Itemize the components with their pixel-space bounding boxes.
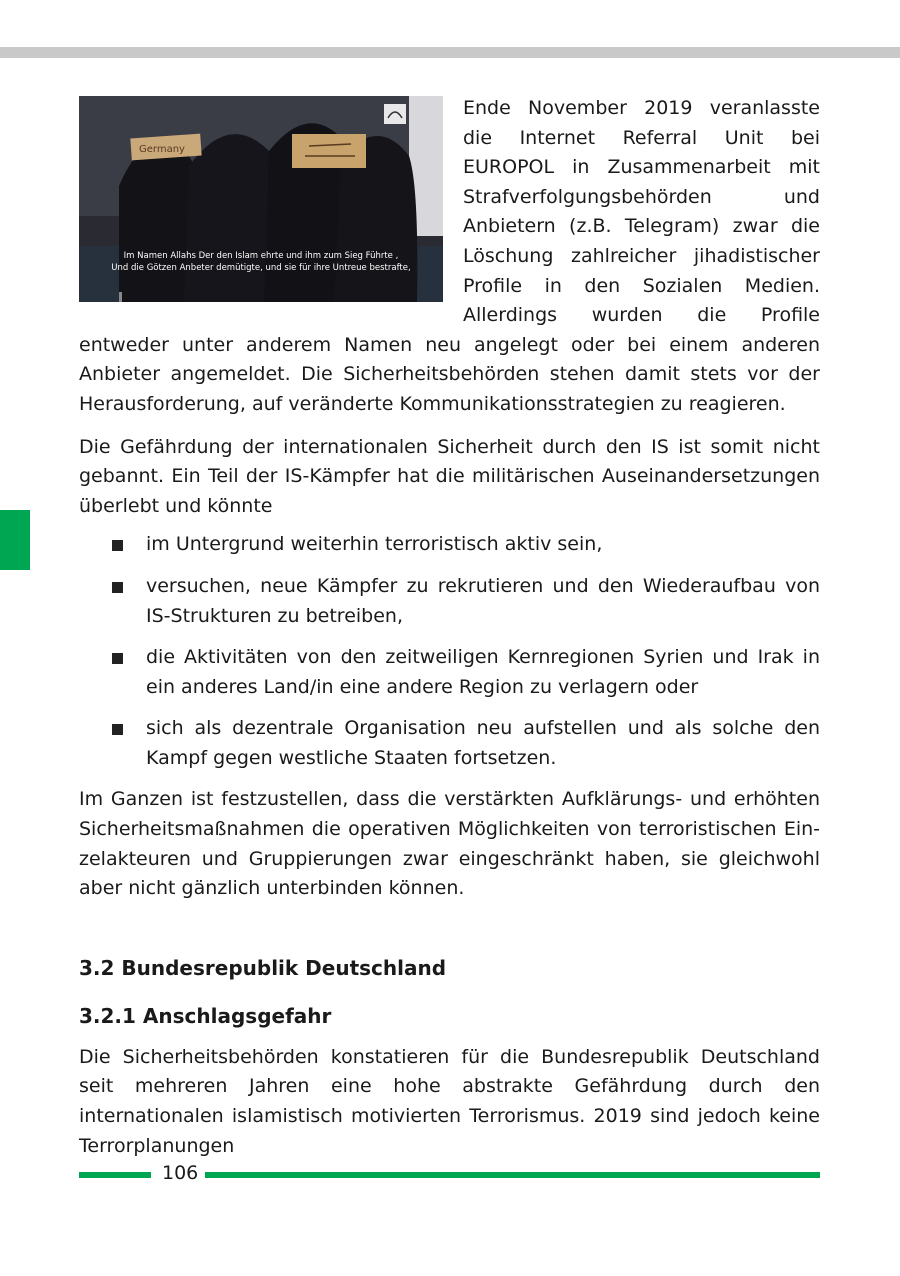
square-bullet-icon: [112, 582, 123, 593]
paragraph-gefaehrdung: Die Gefährdung der internationalen Sicherheit durch den IS ist somit nicht gebannt. Ein Teil der IS-Kämpfer hat die militärischen Auseinandersetzungen überlebt und könnte: [79, 435, 820, 517]
list-item-text: im Untergrund weiterhin terroristisch aktiv sein,: [146, 533, 603, 556]
chapter-side-tab: [0, 510, 30, 570]
caption-line-1: Im Namen Allahs Der den Islam ehrte und ihm zum Sieg Führte ,: [123, 251, 399, 261]
footer-line-right: [205, 1172, 820, 1178]
square-bullet-icon: [112, 724, 123, 735]
bullet-list: [79, 530, 820, 773]
section-heading: 3.2 Bundesrepublik Deutschland: [79, 955, 447, 980]
list-item: [79, 530, 820, 560]
list-item-text: sich als dezentrale Organisation neu aufstellen und als solche den Kampf gegen westliche Staaten fortsetzen.: [146, 717, 820, 769]
list-item: [79, 714, 820, 773]
list-item-text: die Aktivitäten von den zeitweiligen Kernregionen Syrien und Irak in ein anderes Land/in eine andere Region zu verlagern oder: [146, 646, 820, 698]
sign-left-text: Germany: [139, 144, 185, 155]
top-divider-bar: [0, 47, 900, 58]
list-item: [79, 572, 820, 631]
propaganda-photo: [79, 96, 443, 302]
paragraph-anschlagsgefahr: Die Sicherheitsbehörden konstatieren für die Bundesrepublik Deutschland seit mehreren Jahren eine hohe abstrakte Gefährdung durch den internationalen islamistisch motivierten Terrorismus. 2019 sind jedoch keine Terrorplanungen: [79, 1045, 820, 1157]
square-bullet-icon: [112, 653, 123, 664]
subsection-heading: 3.2.1 Anschlagsgefahr: [79, 1003, 332, 1028]
paragraph-fazit: Im Ganzen ist festzustellen, dass die verstärkten Aufklärungs- und erhöhten Sicherheitsmaßnahmen die operativen Möglichkeiten von terroristischen Einzelakteuren und Gruppierungen zwar eingeschränkt haben, sie gleichwohl aber nicht gänzlich unterbinden können.: [79, 788, 820, 900]
list-item: [79, 643, 820, 702]
square-bullet-icon: [112, 540, 123, 551]
page-content: [79, 94, 820, 1161]
page-footer: [79, 1160, 820, 1186]
page-number: 106: [162, 1162, 199, 1184]
paragraph-europol: Ende November 2019 veranlasste die Internet Referral Unit bei EUROPOL in Zusammenarbeit mit Strafverfolgungsbehörden und Anbietern (z.B. Telegram) zwar die Löschung zahlreicher jihadistischer Profile in den Sozialen Medien. Allerdings wurden die Profile entweder unter anderem Namen neu angelegt oder bei einem anderen Anbieter angemeldet. Die Sicherheitsbehörden stehen damit stets vor der Herausforderung, auf veränderte Kommunikationsstrategien zu reagieren.: [79, 97, 820, 415]
footer-line-left: [79, 1172, 151, 1178]
photo-caption: [79, 250, 443, 274]
caption-line-2: Und die Götzen Anbeter demütigte, und sie für ihre Untreue bestrafte,: [111, 263, 411, 273]
list-item-text: versuchen, neue Kämpfer zu rekrutieren und den Wiederaufbau von IS-Strukturen zu betreiben,: [146, 574, 820, 627]
